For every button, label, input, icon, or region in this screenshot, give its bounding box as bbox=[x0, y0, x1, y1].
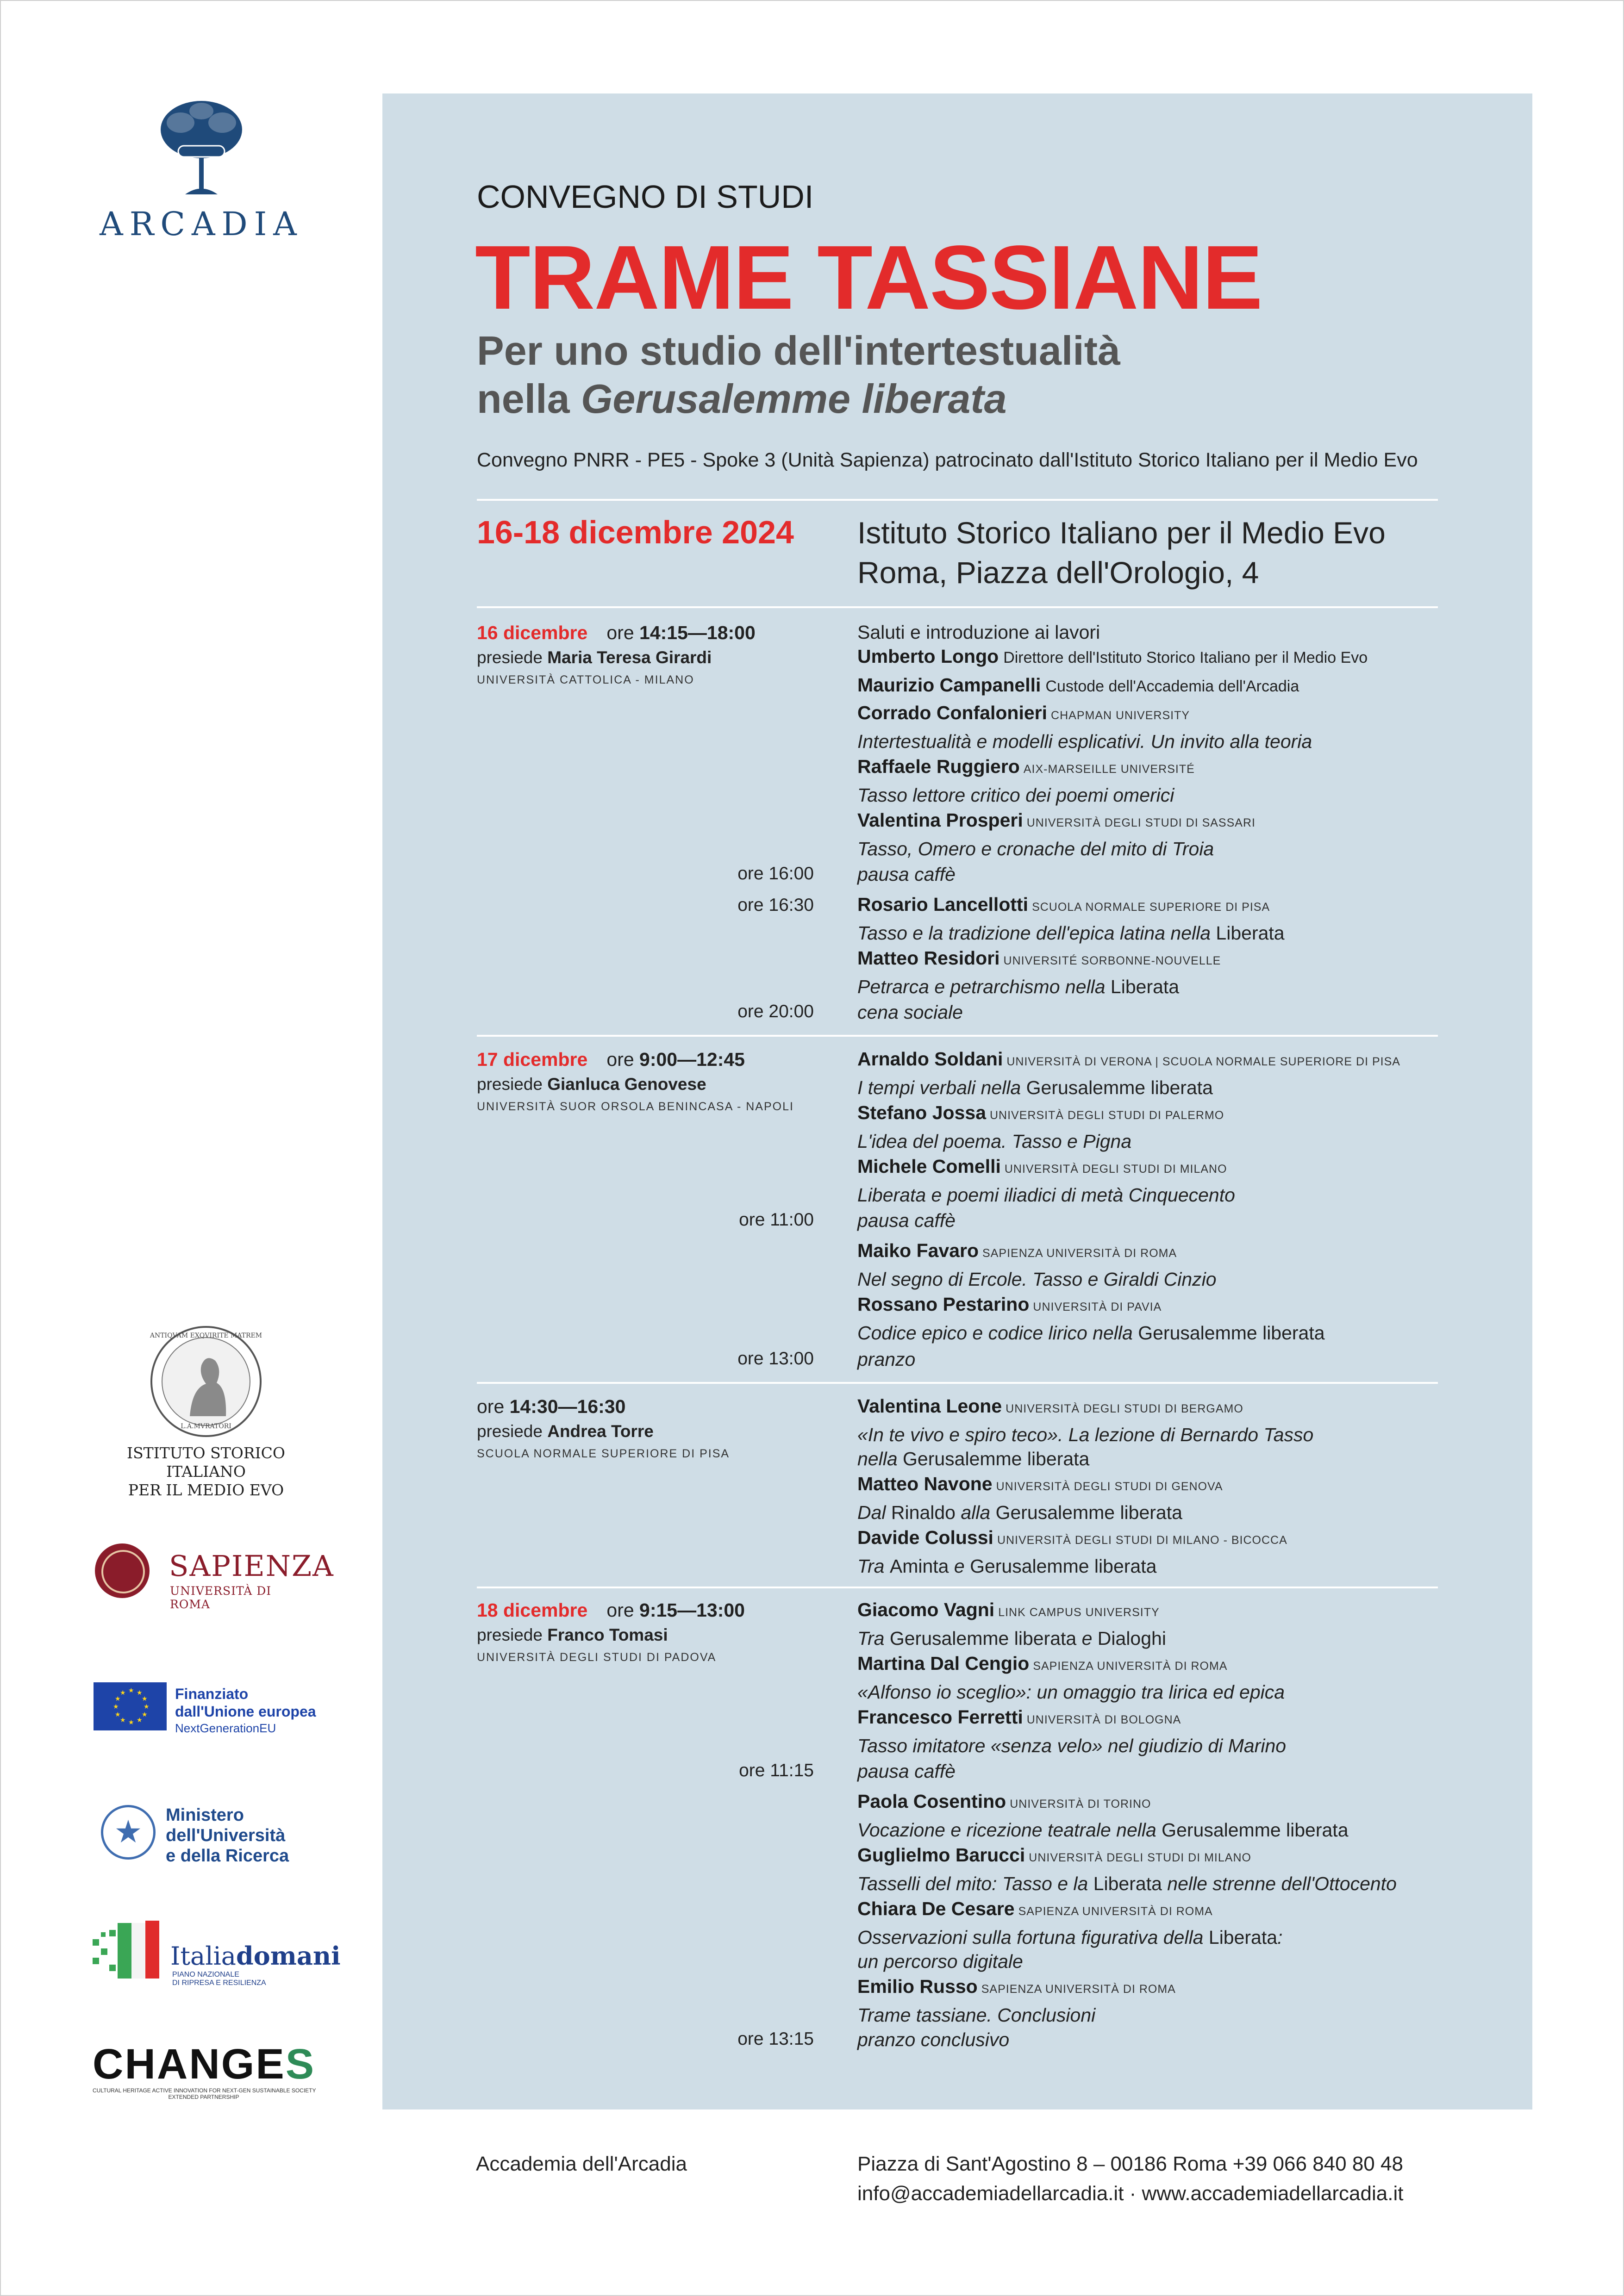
talk-title bbox=[857, 1321, 1455, 1345]
time-value: 14:15—18:00 bbox=[639, 622, 756, 643]
break-label: pausa caffè bbox=[857, 1761, 956, 1782]
isime-name bbox=[93, 1444, 319, 1500]
speaker-name: Valentina Leone bbox=[857, 1395, 1002, 1417]
opening-title: Saluti e introduzione ai lavori bbox=[857, 622, 1100, 643]
italiadomani-subtitle bbox=[172, 1971, 266, 1987]
talk-title bbox=[857, 1818, 1455, 1842]
subtitle-line2-b: Gerusalemme liberata bbox=[581, 376, 1007, 422]
speaker-name: Martina Dal Cengio bbox=[857, 1653, 1030, 1674]
time-label: ore 13:15 bbox=[737, 2029, 814, 2049]
talk-item bbox=[857, 1897, 1455, 1973]
session-day: 17 dicembre bbox=[477, 1049, 588, 1070]
speaker-name: Corrado Confalonieri bbox=[857, 702, 1048, 723]
changes-wordmark bbox=[93, 2041, 324, 2087]
talk-item bbox=[857, 946, 1455, 999]
speaker-affiliation: LINK CAMPUS UNIVERSITY bbox=[998, 1606, 1160, 1619]
event-description: Convegno PNRR - PE5 - Spoke 3 (Unità Sapienza) patrocinato dall'Istituto Storico Italiano per il Medio Evo bbox=[477, 449, 1418, 471]
speaker-name: Arnaldo Soldani bbox=[857, 1048, 1003, 1070]
talk-item bbox=[857, 1394, 1455, 1471]
talk-title-c: nelle strenne dell'Ottocento bbox=[1162, 1873, 1397, 1894]
svg-text:★: ★ bbox=[137, 1689, 143, 1697]
speaker-affiliation: AIX-MARSEILLE UNIVERSITÉ bbox=[1023, 763, 1195, 776]
italia-name-a: Italia bbox=[170, 1941, 236, 1971]
event-subtitle bbox=[477, 327, 1120, 423]
break-label: pranzo bbox=[857, 1349, 916, 1370]
speaker-name: Matteo Navone bbox=[857, 1473, 993, 1494]
talk-title-a: Osservazioni sulla fortuna figurativa della bbox=[857, 1927, 1209, 1948]
speaker-affiliation: UNIVERSITÀ DI PAVIA bbox=[1033, 1300, 1162, 1313]
session-time bbox=[606, 1599, 745, 1621]
session-day: 18 dicembre bbox=[477, 1599, 588, 1621]
chair-affiliation: UNIVERSITÀ CATTOLICA - MILANO bbox=[477, 673, 694, 686]
svg-text:★: ★ bbox=[128, 1687, 134, 1694]
speaker-affiliation: SAPIENZA UNIVERSITÀ DI ROMA bbox=[981, 1983, 1176, 1996]
mur-line1: Ministero bbox=[166, 1805, 244, 1825]
eu-funding-logo bbox=[94, 1682, 334, 1733]
talk-title-a: Tra bbox=[857, 1628, 890, 1649]
changes-sub1: CULTURAL HERITAGE ACTIVE INNOVATION FOR NEXT-GEN SUSTAINABLE SOCIETY bbox=[93, 2087, 316, 2094]
talk-item bbox=[857, 1525, 1455, 1578]
speaker-affiliation: UNIVERSITÀ DI BOLOGNA bbox=[1026, 1713, 1181, 1726]
italia-sub2: DI RIPRESA E RESILIENZA bbox=[172, 1979, 266, 1987]
talk-item bbox=[857, 1789, 1455, 1842]
talk-title bbox=[857, 1626, 1455, 1650]
speaker-name: Maiko Favaro bbox=[857, 1240, 979, 1261]
speaker-affiliation: SAPIENZA UNIVERSITÀ DI ROMA bbox=[982, 1247, 1177, 1260]
speaker-name: Giacomo Vagni bbox=[857, 1599, 995, 1620]
talk-item bbox=[857, 892, 1455, 945]
talk-title-a: Codice epico e codice lirico nella bbox=[857, 1322, 1138, 1344]
talk-title: Intertestualità e modelli esplicativi. Un invito alla teoria bbox=[857, 731, 1312, 752]
talk-title-c: : bbox=[1277, 1927, 1283, 1948]
break-label: pausa caffè bbox=[857, 864, 956, 885]
svg-text:★: ★ bbox=[128, 1719, 134, 1726]
italia-flag-pixels-icon bbox=[93, 1921, 167, 1981]
chair-name: Maria Teresa Girardi bbox=[547, 648, 712, 667]
speaker-name: Emilio Russo bbox=[857, 1976, 978, 1997]
changes-word-a: CHANGE bbox=[93, 2041, 286, 2088]
svg-text:★: ★ bbox=[142, 1711, 148, 1718]
speaker-affiliation: CHAPMAN UNIVERSITY bbox=[1051, 709, 1190, 722]
mur-line2: dell'Università bbox=[166, 1826, 286, 1845]
speaker-affiliation: UNIVERSITÀ DEGLI STUDI DI MILANO bbox=[1004, 1163, 1227, 1176]
speaker-name: Stefano Jossa bbox=[857, 1102, 986, 1123]
arcadia-wordmark: ARCADIA bbox=[100, 205, 303, 243]
speaker-name: Michele Comelli bbox=[857, 1156, 1001, 1177]
svg-text:★: ★ bbox=[115, 1711, 121, 1718]
talk-title-c: alla bbox=[955, 1502, 996, 1523]
speaker-name: Guglielmo Barucci bbox=[857, 1844, 1025, 1866]
svg-text:★: ★ bbox=[120, 1717, 126, 1724]
speaker-name: Francesco Ferretti bbox=[857, 1706, 1023, 1728]
speaker-name: Raffaele Ruggiero bbox=[857, 756, 1020, 777]
speaker-name: Davide Colussi bbox=[857, 1527, 993, 1548]
talk-item bbox=[857, 1047, 1455, 1100]
talk-title-d: Dialoghi bbox=[1097, 1628, 1166, 1649]
subtitle-line2 bbox=[477, 375, 1120, 423]
opening-remarks bbox=[857, 620, 1455, 702]
time-label: ore 13:00 bbox=[737, 1349, 814, 1369]
divider bbox=[477, 606, 1438, 608]
chair-prefix: presiede bbox=[477, 1625, 548, 1644]
divider bbox=[477, 1035, 1438, 1037]
break-label: cena sociale bbox=[857, 1002, 963, 1023]
talk-title: Tasso, Omero e cronache del mito di Troia bbox=[857, 838, 1214, 859]
talk-title-line2: un percorso digitale bbox=[857, 1951, 1023, 1972]
arcadia-logo bbox=[93, 95, 310, 243]
talk-title: Nel segno di Ercole. Tasso e Giraldi Cinzio bbox=[857, 1269, 1217, 1290]
session-chair bbox=[477, 1422, 654, 1441]
talk-item bbox=[857, 1598, 1455, 1650]
eu-line2: dall'Unione europea bbox=[175, 1703, 316, 1720]
time-prefix: ore bbox=[606, 622, 640, 643]
time-value: 9:15—13:00 bbox=[639, 1599, 745, 1621]
time-value: 14:30—16:30 bbox=[509, 1396, 626, 1417]
session-time bbox=[606, 622, 755, 643]
venue-line2: Roma, Piazza dell'Orologio, 4 bbox=[857, 555, 1259, 590]
time-label: ore 16:00 bbox=[737, 864, 814, 884]
subtitle-line1: Per uno studio dell'intertestualità bbox=[477, 328, 1120, 373]
mur-logo bbox=[101, 1805, 323, 1865]
talk-title-b: Liberata bbox=[1110, 976, 1180, 997]
talk-title-c: e bbox=[1076, 1628, 1098, 1649]
divider bbox=[477, 1382, 1438, 1384]
chair-prefix: presiede bbox=[477, 648, 548, 667]
talk-item bbox=[857, 1843, 1455, 1896]
event-venue bbox=[857, 513, 1386, 592]
event-title: TRAME TASSIANE bbox=[475, 227, 1262, 328]
chair-name: Franco Tomasi bbox=[547, 1625, 668, 1644]
speaker-affiliation: UNIVERSITÀ DEGLI STUDI DI MILANO - BICOCCA bbox=[997, 1534, 1287, 1547]
eu-line1: Finanziato bbox=[175, 1686, 249, 1702]
talk-item bbox=[857, 701, 1455, 753]
divider bbox=[477, 1587, 1438, 1588]
changes-sub2: EXTENDED PARTNERSHIP bbox=[168, 2094, 239, 2100]
talk-item bbox=[857, 808, 1455, 861]
speaker-affiliation: UNIVERSITÀ DEGLI STUDI DI MILANO bbox=[1029, 1851, 1251, 1864]
talk-title-a: Vocazione e ricezione teatrale nella bbox=[857, 1819, 1162, 1841]
speaker-role: Direttore dell'Istituto Storico Italiano per il Medio Evo bbox=[1003, 649, 1368, 666]
chair-affiliation: UNIVERSITÀ DEGLI STUDI DI PADOVA bbox=[477, 1651, 717, 1664]
break-label: pranzo conclusivo bbox=[857, 2029, 1010, 2050]
divider bbox=[477, 499, 1438, 501]
svg-text:★: ★ bbox=[144, 1703, 150, 1711]
speaker-affiliation: UNIVERSITÀ DEGLI STUDI DI PALERMO bbox=[990, 1109, 1224, 1122]
speaker-name: Umberto Longo bbox=[857, 646, 999, 667]
isime-line2: PER IL MEDIO EVO bbox=[128, 1481, 284, 1499]
venue-line1: Istituto Storico Italiano per il Medio Evo bbox=[857, 516, 1386, 550]
break-label: pausa caffè bbox=[857, 1210, 956, 1231]
talk-item bbox=[857, 1154, 1455, 1207]
talk-item bbox=[857, 1705, 1455, 1758]
talk-title bbox=[857, 921, 1455, 945]
sapienza-name: SAPIENZA bbox=[169, 1549, 334, 1583]
talk-title-d: Gerusalemme liberata bbox=[970, 1556, 1157, 1577]
talk-title-line2 bbox=[857, 1447, 1455, 1471]
talk-title bbox=[857, 975, 1455, 999]
talk-title-d: Gerusalemme liberata bbox=[995, 1502, 1182, 1523]
talk-title-a: Dal bbox=[857, 1502, 891, 1523]
talk-title-b: Gerusalemme liberata bbox=[889, 1628, 1077, 1649]
talk-item bbox=[857, 1101, 1455, 1153]
time-label: ore 11:15 bbox=[739, 1761, 814, 1780]
speaker-affiliation: UNIVERSITÀ DI TORINO bbox=[1010, 1798, 1151, 1811]
session3-time bbox=[477, 1396, 625, 1418]
time-prefix: ore bbox=[477, 1396, 510, 1417]
mur-text bbox=[166, 1805, 289, 1866]
chair-name: Andrea Torre bbox=[547, 1422, 654, 1441]
talk-title: L'idea del poema. Tasso e Pigna bbox=[857, 1131, 1132, 1152]
session-chair bbox=[477, 1075, 706, 1094]
italia-sub1: PIANO NAZIONALE bbox=[172, 1971, 239, 1979]
changes-word-b: S bbox=[285, 2041, 316, 2088]
speaker-name: Matteo Residori bbox=[857, 947, 1000, 969]
talk-title: «In te vivo e spiro teco». La lezione di Bernardo Tasso bbox=[857, 1424, 1314, 1445]
talk-title-a: Petrarca e petrarchismo nella bbox=[857, 976, 1111, 997]
event-dates: 16-18 dicembre 2024 bbox=[477, 514, 794, 550]
talk-item bbox=[857, 1292, 1455, 1345]
chair-name: Gianluca Genovese bbox=[547, 1075, 706, 1094]
changes-logo bbox=[93, 2041, 324, 2110]
talk-title bbox=[857, 1076, 1455, 1100]
talk-title-a: Tra bbox=[857, 1556, 890, 1577]
italiadomani-logo bbox=[93, 1921, 341, 1987]
changes-subtitle bbox=[93, 2087, 324, 2100]
session1-header bbox=[477, 622, 756, 644]
talk-item bbox=[857, 754, 1455, 807]
speaker-affiliation: SAPIENZA UNIVERSITÀ DI ROMA bbox=[1018, 1905, 1213, 1918]
svg-text:★: ★ bbox=[142, 1695, 148, 1703]
talk-title bbox=[857, 1554, 1455, 1578]
time-value: 9:00—12:45 bbox=[639, 1049, 745, 1070]
speaker-name: Valentina Prosperi bbox=[857, 809, 1023, 831]
session-chair bbox=[477, 648, 712, 667]
talk-title-b: Liberata bbox=[1093, 1873, 1162, 1894]
time-prefix: ore bbox=[606, 1049, 640, 1070]
svg-text:★: ★ bbox=[120, 1689, 126, 1697]
chair-prefix: presiede bbox=[477, 1422, 548, 1441]
talk-item bbox=[857, 1974, 1455, 2027]
chair-affiliation: SCUOLA NORMALE SUPERIORE DI PISA bbox=[477, 1447, 730, 1460]
isime-logo bbox=[93, 1324, 319, 1500]
eu-line3: NextGenerationEU bbox=[175, 1721, 276, 1735]
sapienza-seal-icon bbox=[95, 1543, 150, 1598]
talk-title-c: e bbox=[949, 1556, 970, 1577]
talk-title-a: Tasselli del mito: Tasso e la bbox=[857, 1873, 1093, 1894]
chair-prefix: presiede bbox=[477, 1075, 548, 1094]
talk-title-b: Rinaldo bbox=[891, 1502, 956, 1523]
event-kicker: CONVEGNO DI STUDI bbox=[477, 179, 814, 215]
talk-title-b: Liberata bbox=[1216, 922, 1285, 944]
talk-title-a: nella bbox=[857, 1448, 903, 1469]
talk-title-b: Gerusalemme liberata bbox=[1138, 1322, 1325, 1344]
svg-text:L.A.MVRATORI: L.A.MVRATORI bbox=[181, 1423, 231, 1430]
sapienza-subtitle: UNIVERSITÀ DI ROMA bbox=[170, 1584, 272, 1611]
eu-flag-icon bbox=[94, 1682, 167, 1730]
talk-title-b: Aminta bbox=[889, 1556, 949, 1577]
speaker-affiliation: SCUOLA NORMALE SUPERIORE DI PISA bbox=[1032, 901, 1270, 914]
italia-name-b: domani bbox=[236, 1941, 341, 1971]
footer-contacts[interactable]: info@accademiadellarcadia.it · www.accademiadellarcadia.it bbox=[857, 2182, 1404, 2205]
talk-item bbox=[857, 1651, 1455, 1704]
talk-title-b: Gerusalemme liberata bbox=[1162, 1819, 1349, 1841]
speaker-name: Maurizio Campanelli bbox=[857, 674, 1041, 696]
laurel-tree-icon bbox=[148, 95, 255, 201]
talk-title-b: Gerusalemme liberata bbox=[903, 1448, 1090, 1469]
italian-republic-emblem-icon bbox=[101, 1805, 156, 1860]
svg-text:★: ★ bbox=[115, 1695, 121, 1703]
speaker-affiliation: UNIVERSITÀ DEGLI STUDI DI BERGAMO bbox=[1006, 1402, 1243, 1415]
mur-line3: e della Ricerca bbox=[166, 1846, 289, 1866]
talk-title: Liberata e poemi iliadici di metà Cinquecento bbox=[857, 1184, 1235, 1206]
time-label: ore 16:30 bbox=[737, 895, 814, 915]
time-prefix: ore bbox=[606, 1599, 640, 1621]
speaker-affiliation: SAPIENZA UNIVERSITÀ DI ROMA bbox=[1033, 1660, 1228, 1673]
footer-organizer: Accademia dell'Arcadia bbox=[476, 2153, 687, 2175]
talk-title-a: Tasso e la tradizione dell'epica latina nella bbox=[857, 922, 1216, 944]
session-chair bbox=[477, 1625, 668, 1645]
talk-title-a: I tempi verbali nella bbox=[857, 1077, 1026, 1098]
talk-title-b: Gerusalemme liberata bbox=[1026, 1077, 1213, 1098]
muratori-seal-icon bbox=[148, 1324, 264, 1439]
svg-text:ANTIQVAM EXQVIRITE MATREM: ANTIQVAM EXQVIRITE MATREM bbox=[150, 1332, 262, 1339]
sapienza-logo bbox=[95, 1539, 334, 1611]
session2-header bbox=[477, 1049, 745, 1070]
session-day: 16 dicembre bbox=[477, 622, 588, 643]
speaker-affiliation: UNIVERSITÀ DI VERONA | SCUOLA NORMALE SUPERIORE DI PISA bbox=[1006, 1055, 1400, 1068]
talk-title: Trame tassiane. Conclusioni bbox=[857, 2004, 1096, 2026]
speaker-name: Paola Cosentino bbox=[857, 1791, 1006, 1812]
session-time bbox=[606, 1049, 745, 1070]
talk-title bbox=[857, 1500, 1455, 1524]
speaker-name: Chiara De Cesare bbox=[857, 1898, 1015, 1919]
speaker-name: Rosario Lancellotti bbox=[857, 894, 1029, 915]
speaker-name: Rossano Pestarino bbox=[857, 1294, 1030, 1315]
talk-title-b: Liberata bbox=[1208, 1927, 1278, 1948]
talk-title bbox=[857, 1872, 1455, 1896]
svg-text:★: ★ bbox=[137, 1717, 143, 1724]
italiadomani-name bbox=[170, 1941, 341, 1971]
footer-address: Piazza di Sant'Agostino 8 – 00186 Roma +39 066 840 80 48 bbox=[857, 2153, 1403, 2175]
eu-text bbox=[175, 1685, 316, 1736]
talk-item bbox=[857, 1472, 1455, 1524]
svg-text:★: ★ bbox=[113, 1703, 119, 1711]
talk-item bbox=[857, 1238, 1455, 1291]
session4-header bbox=[477, 1599, 745, 1621]
speaker-affiliation: UNIVERSITÀ DEGLI STUDI DI SASSARI bbox=[1026, 816, 1255, 829]
subtitle-line2-a: nella bbox=[477, 376, 581, 422]
speaker-role: Custode dell'Accademia dell'Arcadia bbox=[1045, 678, 1299, 695]
speaker-affiliation: UNIVERSITÀ DEGLI STUDI DI GENOVA bbox=[996, 1480, 1223, 1493]
time-label: ore 11:00 bbox=[739, 1210, 814, 1230]
talk-title bbox=[857, 1925, 1455, 1949]
isime-line1: ISTITUTO STORICO ITALIANO bbox=[127, 1444, 285, 1481]
talk-title: Tasso imitatore «senza velo» nel giudizio di Marino bbox=[857, 1735, 1287, 1756]
speaker-affiliation: UNIVERSITÉ SORBONNE-NOUVELLE bbox=[1003, 954, 1221, 967]
time-label: ore 20:00 bbox=[737, 1002, 814, 1021]
talk-title: «Alfonso io sceglio»: un omaggio tra lirica ed epica bbox=[857, 1681, 1285, 1703]
talk-title: Tasso lettore critico dei poemi omerici bbox=[857, 784, 1174, 806]
chair-affiliation: UNIVERSITÀ SUOR ORSOLA BENINCASA - NAPOLI bbox=[477, 1100, 794, 1113]
